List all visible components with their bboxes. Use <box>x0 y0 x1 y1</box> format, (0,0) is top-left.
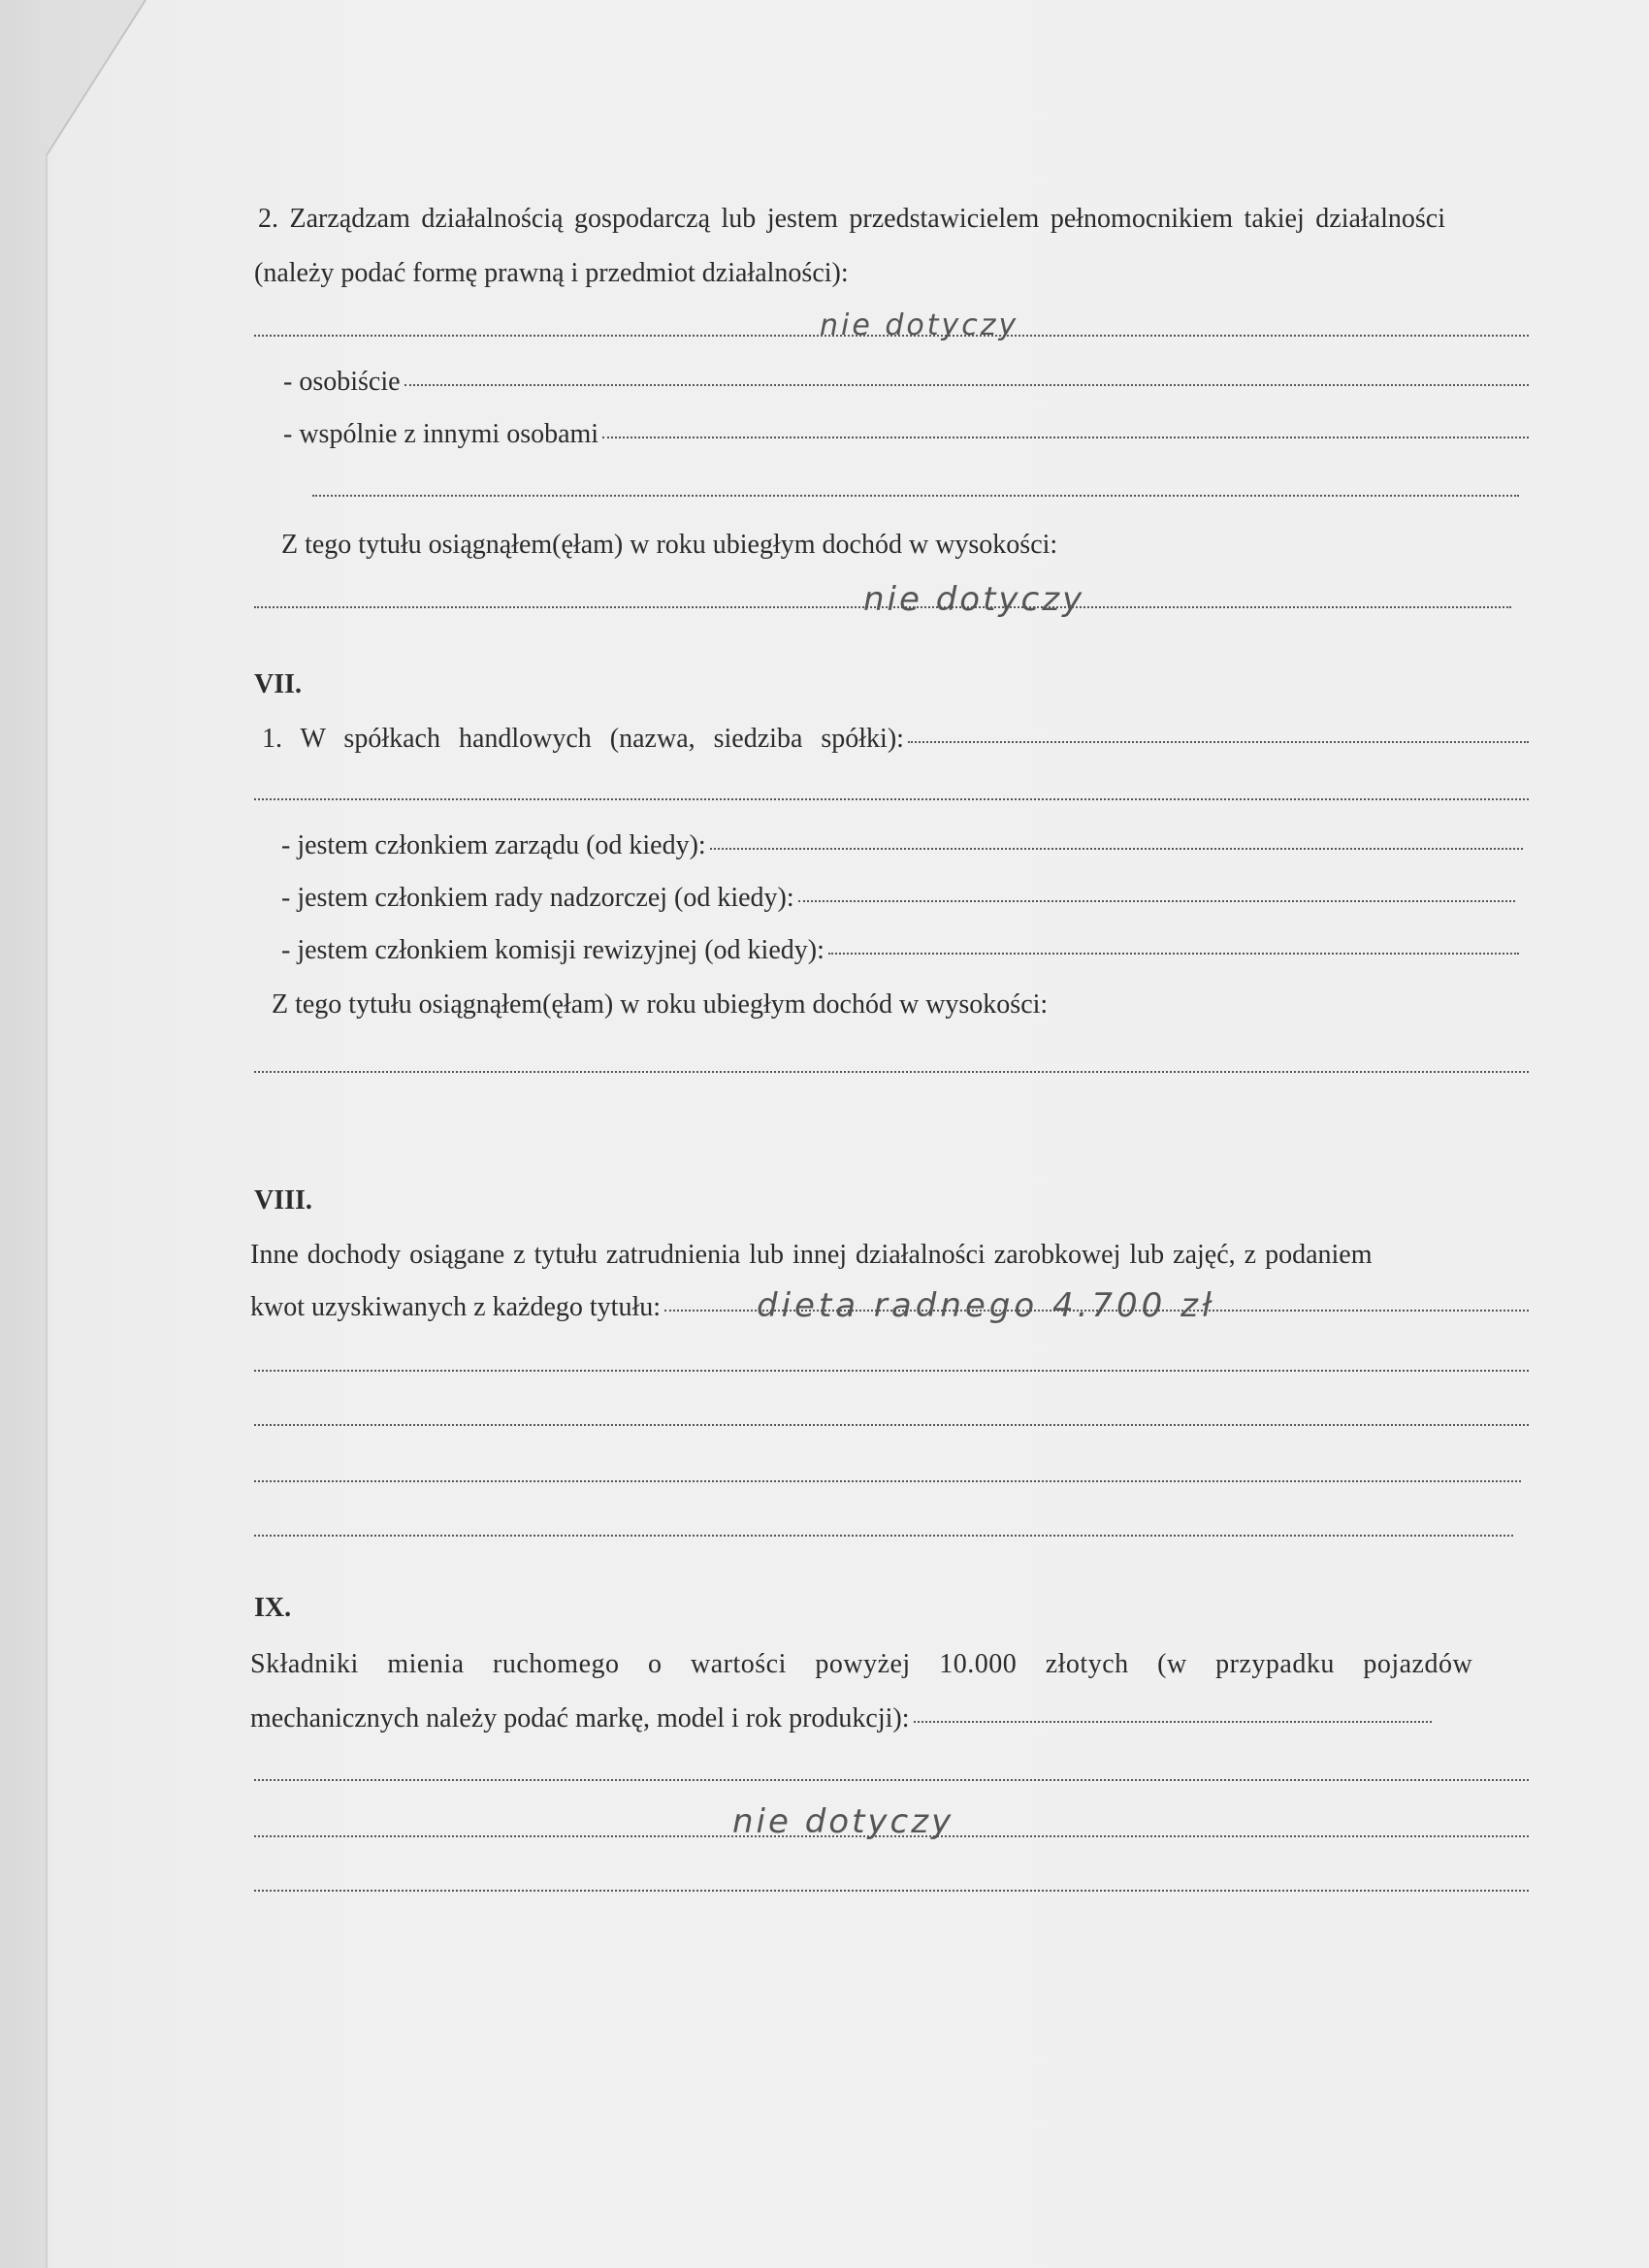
section-ix-text-line2 <box>250 1703 1432 1734</box>
section-vii-companies-label: 1. W spółkach handlowych (nazwa, siedziba spółki): <box>262 724 904 754</box>
section-ix-text-line1 <box>250 1649 1531 1680</box>
jointly-extra-line <box>312 495 1519 497</box>
section-vii-heading: VII. <box>254 669 303 699</box>
board-label: - jestem członkiem zarządu (od kiedy): <box>281 830 706 860</box>
section-ix-line-2 <box>254 1779 1529 1781</box>
jointly-label: - wspólnie z innymi osobami <box>283 419 599 449</box>
handwritten-not-applicable-2: nie dotyczy <box>863 580 1085 619</box>
section-vii-income-row <box>272 989 1048 1021</box>
companies-dotted-field <box>908 741 1529 743</box>
personally-row <box>283 367 1529 398</box>
section-viii-amount-label: kwot uzyskiwanych z każdego tytułu: <box>250 1292 662 1322</box>
section-viii-heading: VIII. <box>254 1185 312 1215</box>
handwritten-not-applicable-3: nie dotyczy <box>732 1802 954 1841</box>
companies-extra-line <box>254 798 1529 800</box>
supervisory-label: - jestem członkiem rady nadzorczej (od kiedy): <box>281 883 794 913</box>
section-vi-item2-text: 2. Zarządzam działalnością gospodarczą lub jestem przedstawicielem pełnomocnikiem takiej działalności (należy podać formę prawną i przedmiot działalności): <box>254 204 1445 288</box>
section-ix-text: Składniki mienia ruchomego o wartości powyżej 10.000 złotych (w przypadku pojazdów <box>250 1649 1473 1679</box>
section-vi-income-row <box>281 530 1057 561</box>
section-vii-income-label: Z tego tytułu osiągnąłem(ęłam) w roku ubiegłym dochód w wysokości: <box>272 989 1049 1020</box>
section-vi-income-label: Z tego tytułu osiągnąłem(ęłam) w roku ubiegłym dochód w wysokości: <box>281 530 1058 560</box>
section-ix-line-4 <box>254 1890 1529 1892</box>
jointly-row <box>283 419 1529 450</box>
section-viii-text: Inne dochody osiągane z tytułu zatrudnienia lub innej działalności zarobkowej lub zajęć, z podaniem <box>250 1240 1373 1270</box>
board-row <box>281 830 1523 861</box>
section-viii-text-line1 <box>250 1240 1531 1271</box>
handwritten-councilor-allowance: dieta radnego 4.700 zł <box>757 1286 1215 1325</box>
jointly-dotted-field <box>602 437 1529 438</box>
handwritten-not-applicable-1: nie dotyczy <box>820 308 1019 342</box>
section-ix-vehicle-label: mechanicznych należy podać markę, model i rok produkcji): <box>250 1703 910 1733</box>
section-viii-line-5 <box>254 1535 1513 1537</box>
board-dotted-field <box>710 848 1523 850</box>
section-ix-heading: IX. <box>254 1593 292 1623</box>
personally-dotted-field <box>404 384 1529 386</box>
personally-label: - osobiście <box>283 367 401 397</box>
section-viii-line-2 <box>254 1370 1529 1372</box>
section-viii-line-3 <box>254 1424 1529 1426</box>
section-vii-companies-row <box>262 724 1529 755</box>
section-vii-income-line <box>254 1071 1529 1073</box>
audit-row <box>281 935 1519 966</box>
audit-dotted-field <box>828 953 1519 955</box>
vehicle-dotted-field <box>914 1721 1432 1723</box>
supervisory-dotted-field <box>798 900 1515 902</box>
supervisory-row <box>281 883 1515 914</box>
section-viii-line-4 <box>254 1480 1521 1482</box>
audit-label: - jestem członkiem komisji rewizyjnej (od kiedy): <box>281 935 824 965</box>
